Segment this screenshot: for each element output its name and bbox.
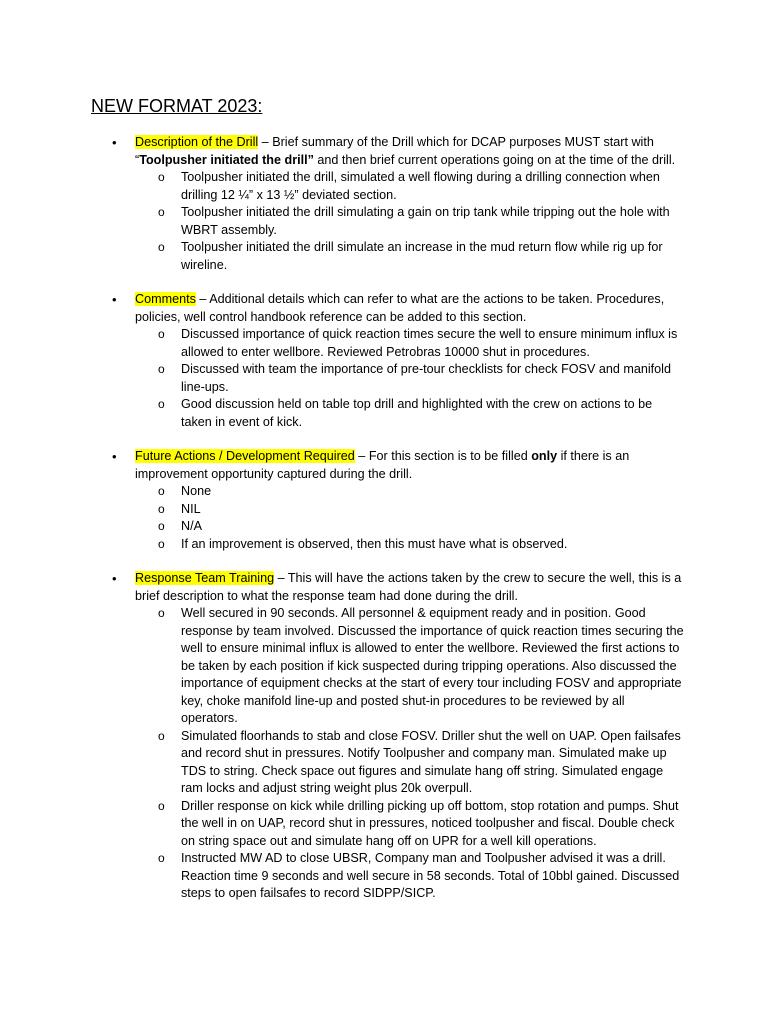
list-item xyxy=(0,501,768,519)
section-heading: Future Actions / Development Required xyxy=(135,449,355,463)
list-item-text: Driller response on kick while drilling picking up off bottom, stop rotation and pumps. Shut the well in on UAP, record shut in pressures, noticed toolpusher and fiscal. Double check on string space out and simulate hang off on UPR for a well kill operations. xyxy=(181,798,679,848)
list-item xyxy=(0,605,768,728)
list-item-text: Good discussion held on table top drill and highlighted with the crew on actions to be taken in event of kick. xyxy=(181,397,653,429)
intro-text: – This will have the actions taken by the crew to secure the well, this is a brief description to what the response team had done during the drill. xyxy=(135,571,682,603)
list-item-text: Toolpusher initiated the drill simulating a gain on trip tank while tripping out the hole with WBRT assembly. xyxy=(181,205,670,237)
intro-text: – Brief summary of the Drill which for DCAP purposes MUST start with “ xyxy=(135,135,654,167)
bullet-glyph: • xyxy=(112,135,117,150)
sub-bullet-glyph: o xyxy=(158,851,165,865)
list-item-text: Instructed MW AD to close UBSR, Company man and Toolpusher advised it was a drill. Reaction time 9 seconds and well secure in 58 seconds. Total of 10bbl gained. Discussed steps to open failsafes to record SIDPP/SICP. xyxy=(181,851,680,900)
bullet-glyph: • xyxy=(112,571,117,586)
bullet-paragraph xyxy=(0,291,768,326)
sub-bullet-glyph: o xyxy=(158,170,165,184)
sub-list xyxy=(0,605,768,903)
intro-bold-text: Toolpusher initiated the drill” xyxy=(139,152,314,167)
sub-list xyxy=(0,326,768,431)
sub-bullet-glyph: o xyxy=(158,536,165,551)
page-title: NEW FORMAT 2023: xyxy=(91,96,263,116)
sub-bullet-glyph: o xyxy=(158,205,165,219)
list-item-text: Discussed importance of quick reaction times secure the well to ensure minimum influx is allowed to enter wellbore. Reviewed Petrobras 10000 shut in procedures. xyxy=(181,327,678,359)
sub-bullet-glyph: o xyxy=(158,397,165,411)
intro-bold-text: only xyxy=(531,449,558,463)
intro-text: – Additional details which can refer to what are the actions to be taken. Procedures, policies, well control handbook reference can be added to this section. xyxy=(135,292,665,324)
sub-bullet-glyph: o xyxy=(158,519,165,533)
bullet-paragraph xyxy=(0,134,768,169)
sub-bullet-glyph: o xyxy=(158,606,165,620)
list-item-text: Toolpusher initiated the drill simulate an increase in the mud return flow while rig up for wireline. xyxy=(181,240,663,272)
section-description-of-drill xyxy=(0,134,768,274)
section-heading: Response Team Training xyxy=(135,571,275,585)
section-comments xyxy=(0,291,768,431)
list-item-text: N/A xyxy=(181,519,202,533)
sub-bullet-glyph: o xyxy=(158,501,165,516)
sub-bullet-glyph: o xyxy=(158,327,165,341)
bullet-paragraph xyxy=(0,448,768,483)
sub-list xyxy=(0,483,768,553)
list-item xyxy=(0,536,768,554)
intro-text-end: if there is an improvement opportunity captured during the drill. xyxy=(135,449,630,481)
bullet-glyph: • xyxy=(112,292,117,307)
list-item-text: Simulated floorhands to stab and close FOSV. Driller shut the well on UAP. Open failsafes and record shut in pressures. Notify Toolpusher and company man. Simulated make up TDS to string. Check space out figures and simulate hang off string. Simulated engage ram locks and adjust string weight plus 20k overpull. xyxy=(181,728,681,795)
list-item xyxy=(0,396,768,431)
sub-bullet-glyph: o xyxy=(158,728,165,743)
list-item xyxy=(0,204,768,239)
list-item xyxy=(0,483,768,501)
sub-list xyxy=(0,169,768,274)
list-item-text: None xyxy=(181,484,212,498)
bullet-paragraph xyxy=(0,570,768,605)
section-heading: Comments xyxy=(135,292,196,306)
list-item-text: Toolpusher initiated the drill, simulated a well flowing during a drilling connection when drilling 12 ¼” x 13 ½” deviated section. xyxy=(181,170,660,202)
list-item xyxy=(0,850,768,903)
sub-bullet-glyph: o xyxy=(158,798,165,813)
list-item xyxy=(0,728,768,798)
list-item xyxy=(0,326,768,361)
list-item-text: Discussed with team the importance of pre-tour checklists for check FOSV and manifold line-ups. xyxy=(181,362,671,394)
list-item-text: NIL xyxy=(181,501,201,516)
intro-text-end: and then brief current operations going on at the time of the drill. xyxy=(313,152,676,167)
section-future-actions xyxy=(0,448,768,553)
list-item-text: Well secured in 90 seconds. All personnel & equipment ready and in position. Good response by team involved. Discussed the importance of quick reaction times securing the well to ensure minimal influx is allowed to enter the wellbore. Reviewed the first actions to be taken by each position if kick suspected during tripping operations. Also discussed the importance of equipment checks at the start of every tour including FOSV and appropriate key, choke manifold line-up and posted shut-in procedures to be reviewed by all operators. xyxy=(181,606,684,725)
list-item xyxy=(0,798,768,851)
section-response-team-training xyxy=(0,570,768,903)
list-item xyxy=(0,518,768,536)
sub-bullet-glyph: o xyxy=(158,484,165,498)
list-item-text: If an improvement is observed, then this must have what is observed. xyxy=(181,536,568,551)
intro-text: – For this section is to be filled xyxy=(354,449,532,463)
bullet-glyph: • xyxy=(112,449,117,464)
list-item xyxy=(0,169,768,204)
list-item xyxy=(0,239,768,274)
sub-bullet-glyph: o xyxy=(158,240,165,254)
document-body xyxy=(0,134,768,920)
section-heading: Description of the Drill xyxy=(135,135,259,149)
list-item xyxy=(0,361,768,396)
sub-bullet-glyph: o xyxy=(158,362,165,376)
